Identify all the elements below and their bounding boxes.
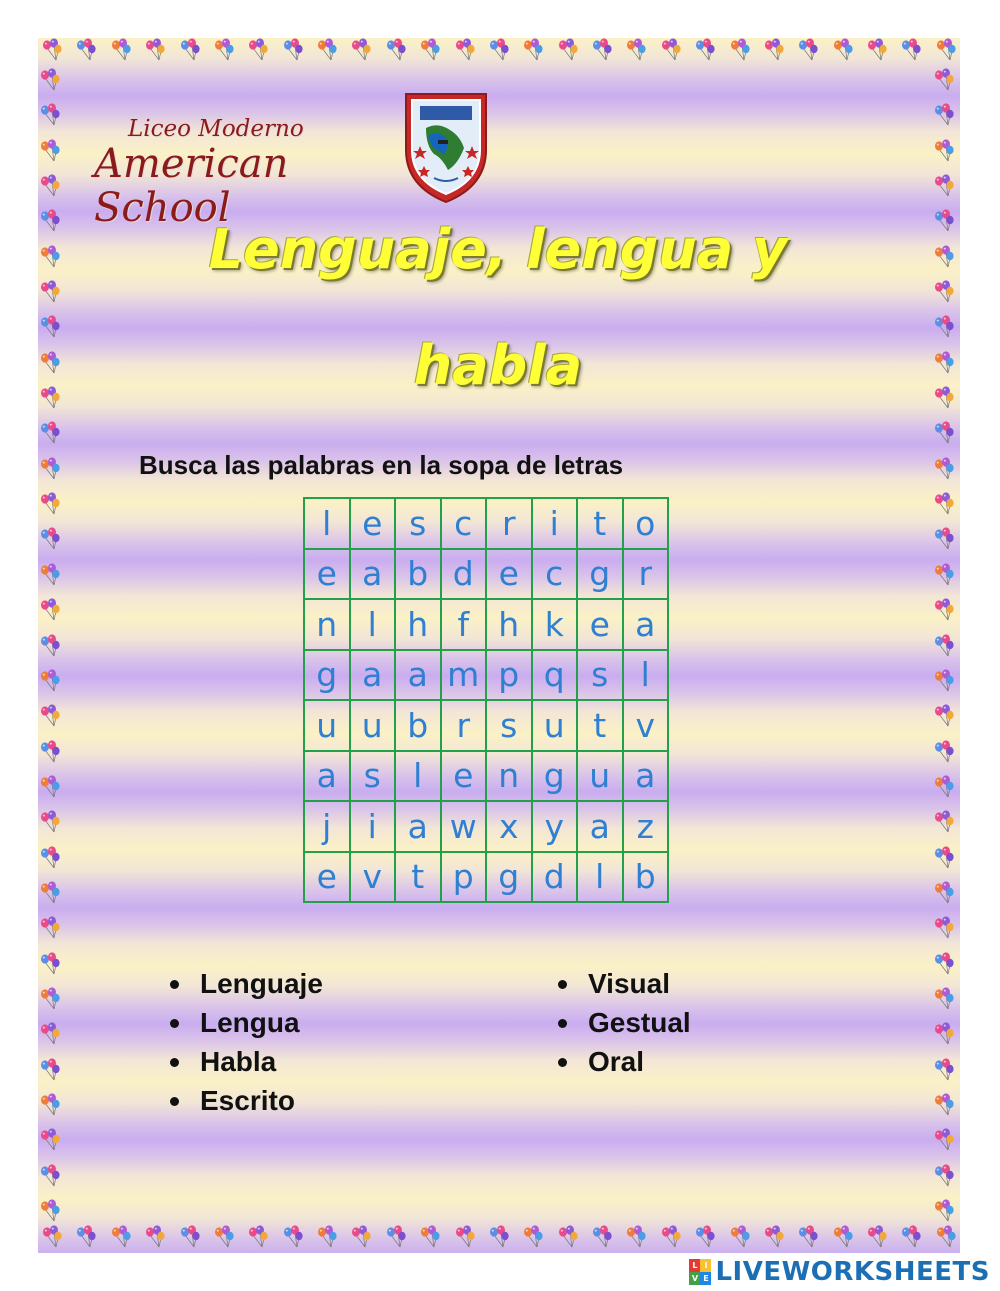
balloon-icon <box>38 810 62 834</box>
word-item: Oral <box>558 1042 691 1081</box>
balloon-icon <box>38 634 62 658</box>
grid-row <box>304 498 668 549</box>
grid-cell[interactable]: h <box>395 599 441 650</box>
balloon-icon <box>246 1225 270 1249</box>
grid-cell[interactable]: s <box>577 650 623 701</box>
balloon-icon <box>38 1022 62 1046</box>
balloon-icon <box>38 1164 62 1188</box>
grid-cell[interactable]: o <box>623 498 669 549</box>
balloon-icon <box>865 38 889 62</box>
grid-cell[interactable]: e <box>486 549 532 600</box>
grid-cell[interactable]: g <box>304 650 350 701</box>
word-search-grid <box>303 497 669 903</box>
balloon-icon <box>932 421 956 445</box>
balloon-icon <box>487 38 511 62</box>
balloon-icon <box>728 1225 752 1249</box>
grid-cell[interactable]: e <box>577 599 623 650</box>
grid-cell[interactable]: l <box>304 498 350 549</box>
balloon-icon <box>556 1225 580 1249</box>
balloon-icon <box>315 38 339 62</box>
balloon-icon <box>74 38 98 62</box>
balloon-icon <box>38 527 62 551</box>
balloon-icon <box>38 351 62 375</box>
balloon-icon <box>693 1225 717 1249</box>
balloon-icon <box>38 881 62 905</box>
balloon-icon <box>932 492 956 516</box>
grid-cell[interactable]: r <box>441 700 487 751</box>
balloon-icon <box>624 38 648 62</box>
balloon-icon <box>932 1128 956 1152</box>
grid-row <box>304 700 668 751</box>
grid-cell[interactable]: z <box>623 801 669 852</box>
grid-cell[interactable]: n <box>304 599 350 650</box>
balloon-border-left <box>38 66 66 1225</box>
balloon-border-top <box>38 38 960 66</box>
balloon-icon <box>38 315 62 339</box>
balloon-icon <box>899 38 923 62</box>
balloon-icon <box>246 38 270 62</box>
balloon-icon <box>38 174 62 198</box>
balloon-icon <box>453 1225 477 1249</box>
balloon-icon <box>143 1225 167 1249</box>
grid-cell[interactable]: a <box>623 751 669 802</box>
grid-cell[interactable]: b <box>395 700 441 751</box>
balloon-icon <box>40 38 64 62</box>
grid-cell[interactable]: a <box>395 650 441 701</box>
balloon-icon <box>384 38 408 62</box>
balloon-icon <box>932 1093 956 1117</box>
grid-cell[interactable]: a <box>350 549 396 600</box>
grid-cell[interactable]: a <box>304 751 350 802</box>
school-name <box>94 116 394 230</box>
grid-cell[interactable]: v <box>350 852 396 903</box>
grid-cell[interactable]: k <box>532 599 578 650</box>
balloon-icon <box>281 38 305 62</box>
grid-cell[interactable]: r <box>486 498 532 549</box>
balloon-icon <box>38 1058 62 1082</box>
balloon-icon <box>932 669 956 693</box>
grid-cell[interactable]: t <box>395 852 441 903</box>
balloon-icon <box>38 421 62 445</box>
balloon-icon <box>521 1225 545 1249</box>
grid-cell[interactable]: c <box>441 498 487 549</box>
instruction-text: Busca las palabras en la sopa de letras <box>139 450 624 480</box>
balloon-icon <box>934 38 958 62</box>
grid-row <box>304 599 668 650</box>
balloon-icon <box>418 38 442 62</box>
grid-cell[interactable]: c <box>532 549 578 600</box>
word-item: Escrito <box>170 1081 323 1120</box>
school-shield-icon <box>398 88 494 206</box>
grid-cell[interactable]: t <box>577 700 623 751</box>
grid-cell[interactable]: l <box>395 751 441 802</box>
balloon-icon <box>38 1199 62 1223</box>
balloon-icon <box>38 492 62 516</box>
grid-cell[interactable]: a <box>577 801 623 852</box>
grid-cell[interactable]: u <box>350 700 396 751</box>
balloon-icon <box>865 1225 889 1249</box>
balloon-icon <box>418 1225 442 1249</box>
balloon-icon <box>178 1225 202 1249</box>
logo-letter: L <box>689 1259 700 1272</box>
balloon-icon <box>38 669 62 693</box>
grid-cell[interactable]: f <box>441 599 487 650</box>
balloon-icon <box>659 1225 683 1249</box>
balloon-icon <box>932 881 956 905</box>
balloon-icon <box>349 1225 373 1249</box>
school-name-small: Liceo Moderno <box>128 116 304 142</box>
balloon-icon <box>38 846 62 870</box>
balloon-icon <box>932 209 956 233</box>
balloon-icon <box>521 38 545 62</box>
balloon-icon <box>212 38 236 62</box>
balloon-icon <box>281 1225 305 1249</box>
balloon-icon <box>38 209 62 233</box>
balloon-icon <box>38 457 62 481</box>
title-line-1: Lenguaje, lengua y <box>208 218 788 281</box>
grid-cell[interactable]: g <box>577 549 623 600</box>
grid-cell[interactable]: b <box>623 852 669 903</box>
grid-cell[interactable]: i <box>532 498 578 549</box>
grid-cell[interactable]: p <box>486 650 532 701</box>
balloon-icon <box>74 1225 98 1249</box>
balloon-icon <box>728 38 752 62</box>
balloon-icon <box>38 280 62 304</box>
balloon-icon <box>899 1225 923 1249</box>
grid-cell[interactable]: h <box>486 599 532 650</box>
balloon-icon <box>932 245 956 269</box>
grid-row <box>304 801 668 852</box>
balloon-icon <box>453 38 477 62</box>
word-item: Lengua <box>170 1003 323 1042</box>
grid-cell[interactable]: d <box>441 549 487 600</box>
balloon-icon <box>143 38 167 62</box>
word-item: Lenguaje <box>170 964 323 1003</box>
grid-cell[interactable]: n <box>486 751 532 802</box>
balloon-icon <box>40 1225 64 1249</box>
balloon-icon <box>38 68 62 92</box>
grid-row <box>304 852 668 903</box>
balloon-icon <box>178 38 202 62</box>
balloon-icon <box>38 598 62 622</box>
liveworksheets-brand: LIVEWORKSHEETS <box>715 1257 990 1287</box>
balloon-icon <box>38 245 62 269</box>
grid-cell[interactable]: s <box>486 700 532 751</box>
grid-cell[interactable]: q <box>532 650 578 701</box>
grid-cell[interactable]: s <box>395 498 441 549</box>
balloon-icon <box>932 916 956 940</box>
school-name-big: American School <box>94 141 289 231</box>
balloon-icon <box>487 1225 511 1249</box>
balloon-icon <box>932 810 956 834</box>
logo-letter: V <box>689 1272 700 1285</box>
balloon-icon <box>932 1199 956 1223</box>
grid-cell[interactable]: s <box>350 751 396 802</box>
balloon-border-right <box>932 66 960 1225</box>
grid-cell[interactable]: v <box>623 700 669 751</box>
balloon-icon <box>693 38 717 62</box>
grid-cell[interactable]: t <box>577 498 623 549</box>
grid-row <box>304 650 668 701</box>
liveworksheets-logo-icon <box>689 1259 711 1285</box>
balloon-icon <box>932 598 956 622</box>
balloon-icon <box>932 68 956 92</box>
balloon-icon <box>932 775 956 799</box>
balloon-icon <box>109 1225 133 1249</box>
balloon-icon <box>934 1225 958 1249</box>
grid-cell[interactable]: l <box>577 852 623 903</box>
balloon-icon <box>932 386 956 410</box>
balloon-icon <box>590 1225 614 1249</box>
grid-cell[interactable]: m <box>441 650 487 701</box>
balloon-icon <box>932 139 956 163</box>
grid-cell[interactable]: p <box>441 852 487 903</box>
grid-cell[interactable]: w <box>441 801 487 852</box>
balloon-icon <box>932 952 956 976</box>
word-item: Gestual <box>558 1003 691 1042</box>
balloon-icon <box>315 1225 339 1249</box>
balloon-icon <box>932 634 956 658</box>
balloon-icon <box>109 38 133 62</box>
balloon-icon <box>38 103 62 127</box>
balloon-icon <box>212 1225 236 1249</box>
word-list-left <box>170 964 323 1120</box>
balloon-icon <box>932 740 956 764</box>
grid-cell[interactable]: g <box>532 751 578 802</box>
grid-cell[interactable]: a <box>395 801 441 852</box>
grid-cell[interactable]: l <box>623 650 669 701</box>
balloon-icon <box>38 952 62 976</box>
balloon-icon <box>932 1058 956 1082</box>
grid-cell[interactable]: j <box>304 801 350 852</box>
balloon-icon <box>932 174 956 198</box>
logo-letter: E <box>700 1272 711 1285</box>
balloon-icon <box>384 1225 408 1249</box>
balloon-icon <box>932 1164 956 1188</box>
balloon-icon <box>38 740 62 764</box>
balloon-icon <box>38 563 62 587</box>
grid-cell[interactable]: a <box>350 650 396 701</box>
grid-cell[interactable]: e <box>304 549 350 600</box>
balloon-icon <box>38 704 62 728</box>
grid-cell[interactable]: d <box>532 852 578 903</box>
worksheet-page <box>38 38 960 1253</box>
grid-cell[interactable]: a <box>623 599 669 650</box>
balloon-icon <box>38 1093 62 1117</box>
balloon-icon <box>349 38 373 62</box>
grid-cell[interactable]: r <box>623 549 669 600</box>
grid-cell[interactable]: e <box>304 852 350 903</box>
balloon-icon <box>590 38 614 62</box>
balloon-icon <box>932 527 956 551</box>
grid-cell[interactable]: u <box>304 700 350 751</box>
balloon-icon <box>932 987 956 1011</box>
logo-letter: I <box>700 1259 711 1272</box>
balloon-icon <box>624 1225 648 1249</box>
balloon-border-bottom <box>38 1225 960 1253</box>
balloon-icon <box>556 38 580 62</box>
grid-cell[interactable]: u <box>577 751 623 802</box>
balloon-icon <box>932 563 956 587</box>
balloon-icon <box>762 38 786 62</box>
grid-row <box>304 751 668 802</box>
balloon-icon <box>932 704 956 728</box>
grid-cell[interactable]: l <box>350 599 396 650</box>
balloon-icon <box>38 987 62 1011</box>
balloon-icon <box>38 1128 62 1152</box>
balloon-icon <box>38 139 62 163</box>
balloon-icon <box>659 38 683 62</box>
liveworksheets-footer[interactable] <box>689 1257 990 1287</box>
grid-cell[interactable]: i <box>350 801 396 852</box>
word-list-right <box>558 964 691 1081</box>
grid-cell[interactable]: x <box>486 801 532 852</box>
balloon-icon <box>796 1225 820 1249</box>
grid-row <box>304 549 668 600</box>
balloon-icon <box>932 103 956 127</box>
balloon-icon <box>932 846 956 870</box>
balloon-icon <box>762 1225 786 1249</box>
balloon-icon <box>38 775 62 799</box>
balloon-icon <box>831 1225 855 1249</box>
title-line-2: habla <box>413 334 583 397</box>
grid-cell[interactable]: e <box>441 751 487 802</box>
balloon-icon <box>38 386 62 410</box>
balloon-icon <box>932 457 956 481</box>
grid-cell[interactable]: u <box>532 700 578 751</box>
word-item: Visual <box>558 964 691 1003</box>
balloon-icon <box>932 351 956 375</box>
balloon-icon <box>932 1022 956 1046</box>
balloon-icon <box>38 916 62 940</box>
grid-cell[interactable]: e <box>350 498 396 549</box>
balloon-icon <box>932 315 956 339</box>
grid-cell[interactable]: b <box>395 549 441 600</box>
balloon-icon <box>932 280 956 304</box>
balloon-icon <box>831 38 855 62</box>
word-item: Habla <box>170 1042 323 1081</box>
grid-cell[interactable]: g <box>486 852 532 903</box>
balloon-icon <box>796 38 820 62</box>
grid-cell[interactable]: y <box>532 801 578 852</box>
